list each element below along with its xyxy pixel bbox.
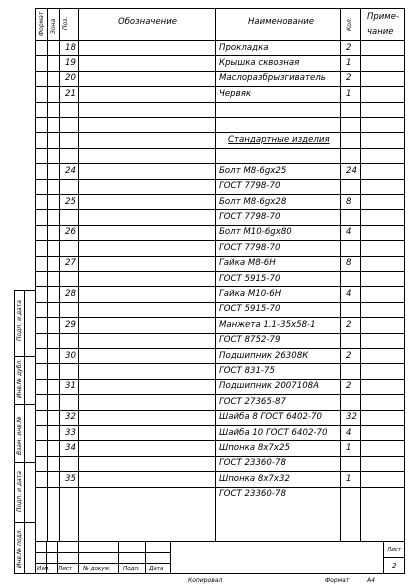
row-qty: 4 (346, 428, 352, 438)
row-name: Подшипник 26308К (219, 351, 309, 361)
header-note-line2: чание (367, 27, 394, 37)
title-sheet-label: Лист (387, 547, 402, 553)
footer-format-value: А4 (367, 577, 375, 584)
footer-copied: Копировал (188, 577, 223, 584)
row-name: ГОСТ 23360-78 (219, 458, 286, 468)
row-name: ГОСТ 7798-70 (219, 212, 281, 222)
row-pos: 29 (65, 320, 76, 330)
row-separator (35, 394, 405, 395)
row-qty: 1 (346, 89, 352, 99)
row-qty: 2 (346, 351, 352, 361)
row-name: Манжета 1.1-35х58-1 (219, 320, 316, 330)
row-separator (35, 256, 405, 257)
row-name: Крышка сквозная (219, 58, 300, 68)
header-format: Формат (38, 11, 45, 36)
row-name: Болт М8-6gx28 (219, 197, 287, 207)
row-name: ГОСТ 8752-79 (219, 335, 281, 345)
row-name: Подшипник 2007108А (219, 381, 320, 391)
row-qty: 1 (346, 58, 352, 68)
header-name: Наименование (248, 17, 315, 27)
section-heading: Стандартные изделия (228, 135, 330, 145)
row-name: Шпонка 8х7х32 (219, 474, 290, 484)
row-pos: 19 (65, 58, 76, 68)
side-label-inv-dubl: Инв.№ дубл. (16, 358, 23, 398)
row-qty: 32 (346, 412, 357, 422)
row-name: ГОСТ 5915-70 (219, 274, 281, 284)
row-pos: 26 (65, 227, 76, 237)
row-pos: 28 (65, 289, 76, 299)
row-separator (35, 194, 405, 195)
footer-format: Формат (325, 577, 350, 584)
row-pos: 25 (65, 197, 76, 207)
row-separator (35, 117, 405, 118)
row-qty: 8 (346, 258, 352, 268)
row-pos: 34 (65, 443, 76, 453)
row-pos: 31 (65, 381, 76, 391)
row-name: Болт М8-6gx25 (219, 166, 287, 176)
row-pos: 27 (65, 258, 76, 268)
row-name: Шайба 8 ГОСТ 6402-70 (219, 412, 322, 422)
row-name: Шайба 10 ГОСТ 6402-70 (219, 428, 328, 438)
title-list: Лист (58, 566, 73, 572)
row-name: Гайка М10-6Н (219, 289, 282, 299)
row-pos: 20 (65, 73, 76, 83)
row-pos: 32 (65, 412, 76, 422)
row-separator (35, 348, 405, 349)
row-separator (35, 148, 405, 149)
row-qty: 1 (346, 474, 352, 484)
row-pos: 33 (65, 428, 76, 438)
row-qty: 2 (346, 43, 352, 53)
row-separator (35, 102, 405, 103)
row-qty: 4 (346, 227, 352, 237)
row-pos: 30 (65, 351, 76, 361)
row-separator (35, 209, 405, 210)
row-separator (35, 132, 405, 133)
row-qty: 2 (346, 320, 352, 330)
header-qty: Кол. (346, 17, 353, 31)
row-name: Шпонка 8х7х25 (219, 443, 290, 453)
side-label-vzam-inv: Взам. инв.№ (16, 416, 23, 455)
row-name: ГОСТ 7798-70 (219, 181, 281, 191)
row-separator (35, 425, 405, 426)
row-qty: 24 (346, 166, 357, 176)
header-zone: Зона (50, 18, 57, 34)
row-name: ГОСТ 27365-87 (219, 397, 286, 407)
row-name: Маслоразбрызгиватель (219, 73, 326, 83)
row-separator (35, 225, 405, 226)
row-separator (35, 379, 405, 380)
row-separator (35, 487, 405, 488)
header-note-line1: Приме- (367, 12, 400, 22)
row-name: Прокладка (219, 43, 269, 53)
side-label-sign-date-2: Подп. и дата (16, 471, 23, 512)
row-qty: 2 (346, 381, 352, 391)
row-separator (35, 179, 405, 180)
row-separator (35, 40, 405, 41)
row-separator (35, 440, 405, 441)
row-separator (35, 333, 405, 334)
row-separator (35, 363, 405, 364)
title-sheet-number: 2 (392, 562, 397, 570)
row-pos: 18 (65, 43, 76, 53)
row-separator (35, 456, 405, 457)
title-sign: Подп. (123, 566, 140, 572)
row-name: ГОСТ 23360-78 (219, 489, 286, 499)
header-designation: Обозначение (118, 17, 177, 27)
row-pos: 35 (65, 474, 76, 484)
row-pos: 24 (65, 166, 76, 176)
row-name: Болт М10-6gx80 (219, 227, 292, 237)
title-doc-no: № докум. (83, 566, 111, 572)
row-name: ГОСТ 7798-70 (219, 243, 281, 253)
row-separator (35, 240, 405, 241)
row-name: Червяк (219, 89, 252, 99)
row-separator (35, 55, 405, 56)
row-separator (35, 410, 405, 411)
row-separator (35, 302, 405, 303)
side-label-inv-podl: Инв.№ подл. (16, 528, 23, 568)
row-separator (35, 271, 405, 272)
row-separator (35, 86, 405, 87)
row-qty: 2 (346, 73, 352, 83)
row-separator (35, 286, 405, 287)
row-qty: 8 (346, 197, 352, 207)
row-separator (35, 71, 405, 72)
row-qty: 4 (346, 289, 352, 299)
row-pos: 21 (65, 89, 76, 99)
row-name: ГОСТ 5915-70 (219, 304, 281, 314)
header-pos: Поз. (62, 16, 69, 30)
row-name: Гайка М8-6Н (219, 258, 276, 268)
row-separator (35, 471, 405, 472)
row-separator (35, 317, 405, 318)
row-name: ГОСТ 831-75 (219, 366, 275, 376)
side-label-sign-date-1: Подп. и дата (16, 300, 23, 341)
title-date: Дата (149, 566, 164, 572)
row-separator (35, 163, 405, 164)
row-qty: 1 (346, 443, 352, 453)
title-izm: Изм. (37, 566, 51, 572)
